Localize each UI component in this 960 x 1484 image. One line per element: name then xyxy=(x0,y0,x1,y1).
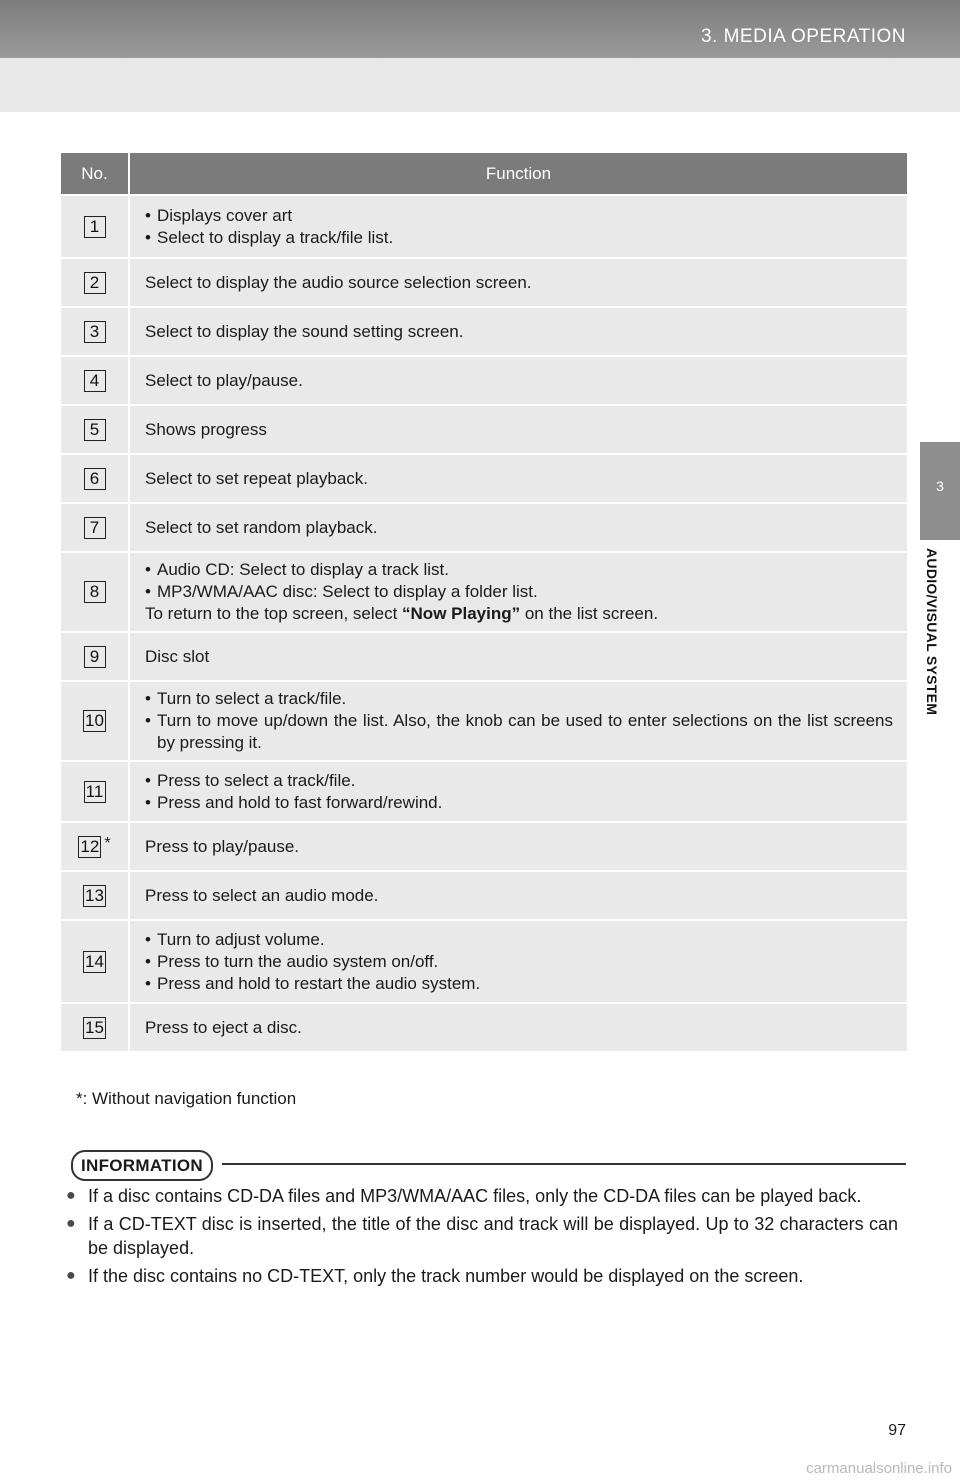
function-text xyxy=(145,603,893,625)
table-row xyxy=(61,355,907,404)
text-part: Select to set repeat playback. xyxy=(145,468,369,488)
row-number: 6 xyxy=(84,468,106,490)
row-number: 11 xyxy=(84,781,106,803)
watermark: carmanualsonline.info xyxy=(806,1460,952,1477)
row-number-cell xyxy=(61,259,130,306)
row-number: 13 xyxy=(85,885,104,905)
table-body xyxy=(61,194,907,1051)
chapter-label-box xyxy=(920,548,960,788)
table-row xyxy=(61,306,907,355)
function-text xyxy=(145,1017,893,1039)
bullet-dot-icon: • xyxy=(145,973,151,993)
bullet-text: Select to display a track/file list. xyxy=(157,227,394,247)
header-bar xyxy=(0,0,960,58)
bullet-text: Turn to adjust volume. xyxy=(157,929,325,949)
row-number: 9 xyxy=(84,646,106,668)
bullet-line xyxy=(145,929,893,951)
bullet-dot-icon: • xyxy=(145,689,151,708)
row-number-cell xyxy=(61,406,130,453)
row-number: 8 xyxy=(84,581,106,603)
footnote: *: Without navigation function xyxy=(76,1089,297,1108)
bullet-dot-icon: • xyxy=(145,951,151,971)
bullet-dot-icon: • xyxy=(145,711,151,730)
text-part: Press to eject a disc. xyxy=(145,1017,302,1037)
table-row xyxy=(61,821,907,870)
table-row xyxy=(61,919,907,1002)
bullet-text: Displays cover art xyxy=(157,205,293,225)
function-cell xyxy=(130,357,907,404)
bullet-dot-icon: • xyxy=(145,560,151,579)
function-cell xyxy=(130,633,907,680)
row-number-cell xyxy=(61,633,130,680)
function-text xyxy=(145,836,893,858)
row-number: 2 xyxy=(84,272,106,294)
bullet-line xyxy=(145,688,893,710)
row-number: 12 xyxy=(80,836,100,856)
function-cell xyxy=(130,504,907,551)
information-item xyxy=(66,1184,898,1208)
information-item xyxy=(66,1212,898,1260)
row-number: 3 xyxy=(84,321,106,343)
row-number-cell xyxy=(61,504,130,551)
text-part: Press to play/pause. xyxy=(145,836,300,856)
bullet-line xyxy=(145,792,893,814)
row-number-cell xyxy=(61,921,130,1002)
function-text xyxy=(145,885,893,907)
table-row xyxy=(61,257,907,306)
table-header xyxy=(61,153,907,194)
function-text xyxy=(145,370,893,392)
text-part: To return to the top screen, select xyxy=(145,604,403,623)
function-cell xyxy=(130,823,907,870)
text-part: Select to set random playback. xyxy=(145,517,378,537)
information-rule xyxy=(222,1163,906,1165)
bullet-text: Audio CD: Select to display a track list. xyxy=(157,560,449,579)
row-number-cell xyxy=(61,455,130,502)
row-number: 14 xyxy=(85,951,104,971)
table-row xyxy=(61,502,907,551)
bullet-line xyxy=(145,205,893,227)
function-cell xyxy=(130,872,907,919)
text-part: Shows progress xyxy=(145,419,267,439)
information-list xyxy=(66,1184,898,1292)
bullet-dot-icon: • xyxy=(145,205,151,225)
function-cell xyxy=(130,762,907,821)
function-cell xyxy=(130,1004,907,1051)
text-part: Select to play/pause. xyxy=(145,370,303,390)
text-part: Press to select an audio mode. xyxy=(145,885,379,905)
row-number: 7 xyxy=(84,517,106,539)
row-number-cell xyxy=(61,872,130,919)
header-band xyxy=(0,58,960,112)
row-number: 15 xyxy=(85,1017,104,1037)
row-number: 4 xyxy=(84,370,106,392)
function-text xyxy=(145,321,893,343)
header-function: Function xyxy=(485,164,552,183)
information-text: If the disc contains no CD-TEXT, only the track number would be displayed on the screen. xyxy=(88,1266,804,1286)
bullet-line xyxy=(145,770,893,792)
function-text xyxy=(145,468,893,490)
function-table xyxy=(61,153,907,1051)
bullet-line xyxy=(145,710,893,754)
information-badge: INFORMATION xyxy=(71,1150,213,1181)
row-number-cell xyxy=(61,308,130,355)
text-part: Select to display the sound setting screen. xyxy=(145,321,464,341)
function-cell xyxy=(130,455,907,502)
row-number-cell xyxy=(61,823,130,870)
row-number-cell xyxy=(61,762,130,821)
bullet-text: Turn to move up/down the list. Also, the knob can be used to enter selections on the list screens by pressing it. xyxy=(157,711,893,752)
bullet-dot-icon: • xyxy=(145,792,151,812)
text-part-after: on the list screen. xyxy=(520,604,659,623)
row-number-cell xyxy=(61,682,130,760)
function-cell xyxy=(130,406,907,453)
text-part: Select to display the audio source selection screen. xyxy=(145,272,532,292)
row-number-cell xyxy=(61,196,130,257)
table-row xyxy=(61,404,907,453)
bullet-line xyxy=(145,559,893,581)
table-row xyxy=(61,1002,907,1051)
bullet-circle-icon: ● xyxy=(66,1187,76,1204)
header-no: No. xyxy=(61,153,130,194)
function-text xyxy=(145,646,893,668)
text-part: Disc slot xyxy=(145,646,210,666)
bullet-line xyxy=(145,581,893,603)
table-row xyxy=(61,680,907,760)
bullet-dot-icon: • xyxy=(145,582,151,601)
row-number: 5 xyxy=(84,419,106,441)
bullet-line xyxy=(145,227,893,249)
information-item xyxy=(66,1264,898,1288)
table-row xyxy=(61,551,907,631)
bullet-text: Turn to select a track/file. xyxy=(157,689,347,708)
page-number: 97 xyxy=(888,1422,906,1439)
bullet-dot-icon: • xyxy=(145,227,151,247)
row-number-cell xyxy=(61,553,130,631)
function-cell xyxy=(130,921,907,1002)
table-row xyxy=(61,194,907,257)
row-number-cell xyxy=(61,357,130,404)
function-cell xyxy=(130,308,907,355)
section-title: 3. MEDIA OPERATION xyxy=(700,26,906,47)
information-text: If a CD-TEXT disc is inserted, the title of the disc and track will be displayed. Up to 32 characters can be displayed. xyxy=(88,1214,898,1258)
table-row xyxy=(61,870,907,919)
function-cell xyxy=(130,553,907,631)
function-cell xyxy=(130,259,907,306)
function-text xyxy=(145,272,893,294)
bold-term: “Now Playing” xyxy=(402,604,521,623)
bullet-circle-icon: ● xyxy=(66,1215,76,1232)
chapter-tab: 3 xyxy=(920,442,960,540)
bullet-circle-icon: ● xyxy=(66,1267,76,1284)
bullet-text: Press and hold to restart the audio system. xyxy=(157,973,481,993)
row-number: 10 xyxy=(85,711,104,730)
bullet-text: MP3/WMA/AAC disc: Select to display a folder list. xyxy=(157,582,538,601)
footnote-mark: * xyxy=(104,834,111,852)
bullet-dot-icon: • xyxy=(145,929,151,949)
function-text xyxy=(145,419,893,441)
bullet-text: Press to select a track/file. xyxy=(157,770,356,790)
bullet-dot-icon: • xyxy=(145,770,151,790)
table-row xyxy=(61,631,907,680)
row-number-cell xyxy=(61,1004,130,1051)
information-text: If a disc contains CD-DA files and MP3/WMA/AAC files, only the CD-DA files can be played back. xyxy=(88,1186,862,1206)
row-number: 1 xyxy=(84,216,106,238)
bullet-text: Press to turn the audio system on/off. xyxy=(157,951,439,971)
table-row xyxy=(61,453,907,502)
function-text xyxy=(145,517,893,539)
bullet-line xyxy=(145,951,893,973)
table-row xyxy=(61,760,907,821)
bullet-text: Press and hold to fast forward/rewind. xyxy=(157,792,443,812)
function-cell xyxy=(130,682,907,760)
function-cell xyxy=(130,196,907,257)
chapter-label: AUDIO/VISUAL SYSTEM xyxy=(924,548,940,716)
bullet-line xyxy=(145,973,893,995)
